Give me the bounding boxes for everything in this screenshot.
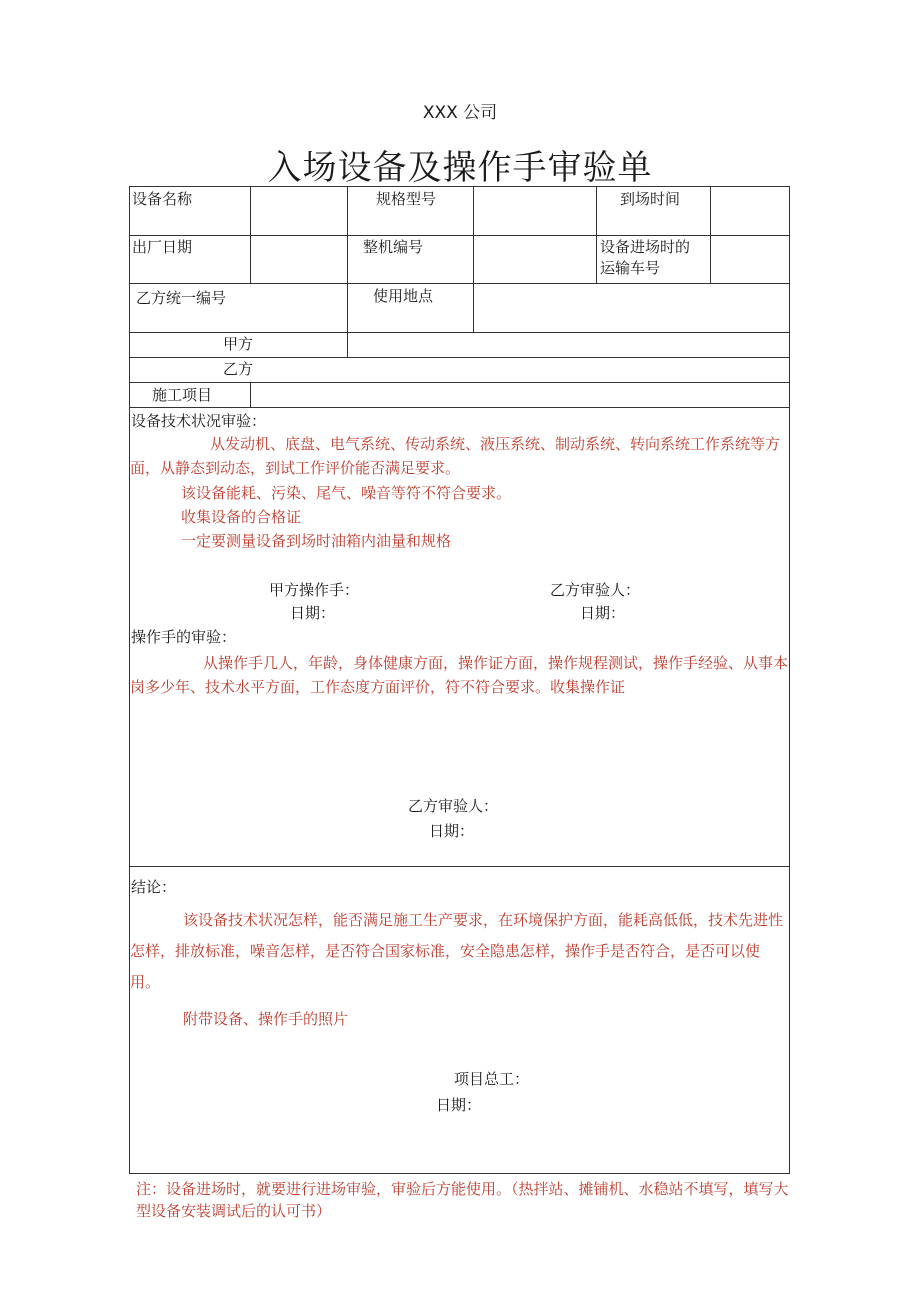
equipment-review-fuel: 一定要测量设备到场时油箱内油量和规格 — [181, 532, 452, 550]
party-a-operator-signature: 甲方操作手： — [269, 581, 360, 599]
operator-review-criteria: 从操作手几人，年龄，身体健康方面，操作证方面，操作规程测试，操作手经验、从事本岗多少年、技术水平方面，工作态度方面评价，符不符合要求。收集操作证 — [130, 654, 789, 696]
operator-review-date: 日期： — [429, 822, 475, 840]
equipment-review-date-right: 日期： — [580, 604, 626, 622]
form-title: 入场设备及操作手审验单 — [267, 148, 653, 188]
conclusion-date: 日期： — [436, 1096, 482, 1114]
review-form — [129, 186, 790, 1174]
equipment-name-label: 设备名称 — [132, 190, 193, 208]
equipment-review-date-left: 日期： — [290, 604, 336, 622]
transport-plate-label-line1: 设备进场时的 — [600, 238, 691, 256]
spec-model-label: 规格型号 — [376, 190, 437, 208]
chief-engineer-signature: 项目总工： — [454, 1070, 530, 1088]
party-b-number-label: 乙方统一编号 — [136, 289, 227, 307]
conclusion-heading: 结论： — [131, 878, 177, 896]
footer-note: 注：设备进场时，就要进行进场审验，审验后方能使用。（热拌站、摊铺机、水稳站不填写，填写大型设备安装调试后的认可书） — [136, 1180, 789, 1220]
conclusion-criteria: 该设备技术状况怎样，能否满足施工生产要求，在环境保护方面，能耗高低低，技术先进性怎样，排放标准，噪音怎样，是否符合国家标准，安全隐患怎样，操作手是否符合，是否可以使用。 — [130, 911, 784, 991]
factory-date-label: 出厂日期 — [132, 238, 193, 256]
conclusion-photos: 附带设备、操作手的照片 — [183, 1010, 349, 1028]
arrival-time-label: 到场时间 — [620, 190, 681, 208]
party-b-label: 乙方 — [223, 360, 254, 378]
equipment-review-criteria: 从发动机、底盘、电气系统、传动系统、液压系统、制动系统、转向系统工作系统等方面，从静态到动态，到试工作评价能否满足要求。 — [130, 435, 781, 477]
project-label: 施工项目 — [152, 386, 213, 404]
company-name: XXX 公司 — [422, 103, 498, 123]
equipment-review-heading: 设备技术状况审验： — [131, 412, 267, 430]
party-b-reviewer-signature: 乙方审验人： — [550, 581, 641, 599]
party-a-label: 甲方 — [223, 335, 254, 353]
equipment-review-certificate: 收集设备的合格证 — [181, 508, 302, 526]
use-location-label: 使用地点 — [373, 287, 434, 305]
transport-plate-label-line2: 运输车号 — [600, 259, 661, 277]
machine-number-label: 整机编号 — [363, 238, 424, 256]
operator-review-heading: 操作手的审验： — [131, 628, 237, 646]
equipment-review-emissions: 该设备能耗、污染、尾气、噪音等符不符合要求。 — [181, 484, 512, 502]
operator-reviewer-signature: 乙方审验人： — [408, 797, 499, 815]
